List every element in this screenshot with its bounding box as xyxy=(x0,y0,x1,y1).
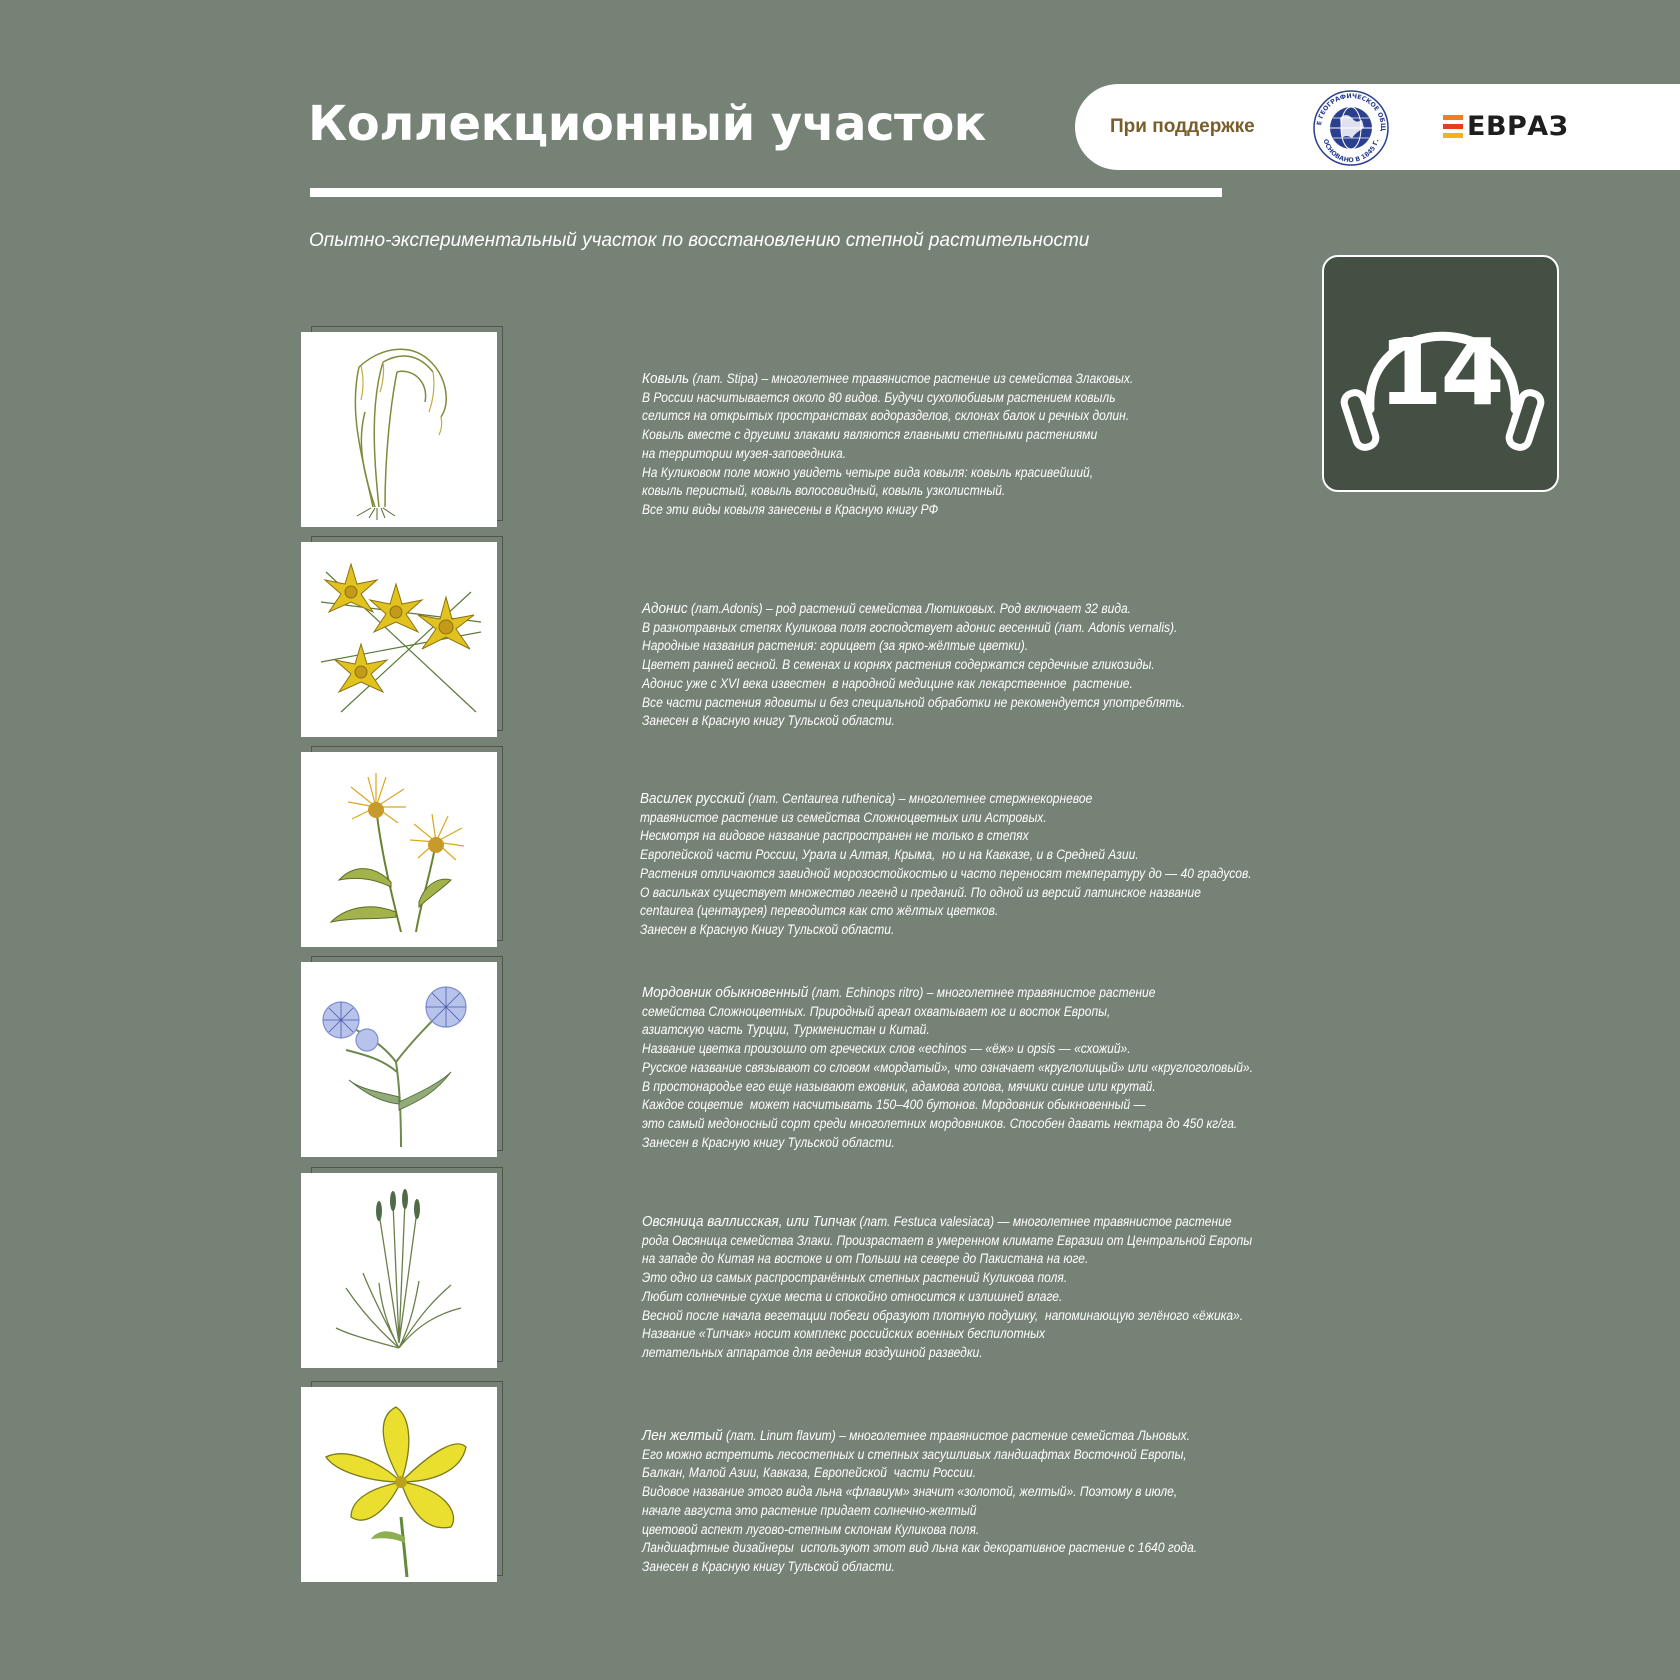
plant-text-line: Занесен в Красную книгу Тульской области. xyxy=(642,1134,895,1150)
plant-card-festuca xyxy=(301,1173,489,1368)
rgo-globe-logo xyxy=(1310,88,1392,168)
plant-text-line: Занесен в Красную книгу Тульской области. xyxy=(642,713,895,729)
plant-text-line: на западе до Китая на востоке и от Польши на севере до Пакистана на юге. xyxy=(642,1251,1089,1267)
plant-name: Ковыль xyxy=(642,370,690,387)
plant-text-line: Название «Типчак» носит комплекс российских военных беспилотных xyxy=(642,1326,1046,1342)
plant-latin-name: (лат.Adonis) xyxy=(687,601,763,616)
plant-card-centaurea xyxy=(301,752,489,947)
plant-text-line: цветовой аспект лугово-степным склонам Куликова поля. xyxy=(642,1521,980,1537)
linum-flavum-illustration xyxy=(301,1387,497,1582)
plant-text-line: – многолетнее травянистое растение из семейства Злаковых. xyxy=(758,371,1134,386)
plant-name: Овсяница валлисская, или Типчак xyxy=(642,1213,857,1230)
plant-text-line: В разнотравных степях Куликова поля господствует адонис весенний (лат. Adonis vernalis). xyxy=(642,619,1178,635)
plant-description-stipa xyxy=(642,370,1133,520)
plant-latin-name: (лат. Stipa) xyxy=(689,371,759,386)
plant-text-line: Несмотря на видовое название распространен не только в степях xyxy=(640,828,1029,844)
plant-text-line: – многолетнее стержнекорневое xyxy=(895,791,1093,806)
plant-text-line: Все эти виды ковыля занесены в Красную книгу РФ xyxy=(642,501,939,517)
sponsor-banner xyxy=(1075,84,1680,170)
plant-text-line: На Куликовом поле можно увидеть четыре вида ковыля: ковыль красивейший, xyxy=(642,464,1094,480)
rgo-logo-top-text: Е ГЕОГРАФИЧЕСКОЕ ОБЩ xyxy=(1316,92,1387,132)
plant-description-echinops xyxy=(642,984,1253,1152)
plant-text-line: Европейской части России, Урала и Алтая, Крыма, но и на Кавказе, и в Средней Азии. xyxy=(640,847,1139,863)
plant-card-stipa xyxy=(301,332,489,527)
plant-text-line: селится на открытых пространствах водоразделов, склонах балок и речных долин. xyxy=(642,408,1130,424)
stipa-grass-illustration xyxy=(301,332,497,527)
plant-text-line: это самый медоносный сорт среди многолетних мордовников. Способен давать нектара до 450 кг/га. xyxy=(642,1115,1238,1131)
plant-text-line: на территории музея-заповедника. xyxy=(642,445,847,461)
plant-text-line: Растения отличаются завидной морозостойкостью и часто переносят температуру до — 40 градусов. xyxy=(640,865,1252,881)
plant-text-line: – многолетнее травянистое растение семейства Льновых. xyxy=(835,1428,1190,1443)
plant-text-line: Видовое название этого вида льна «флавиум» значит «золотой, желтый». Поэтому в июле, xyxy=(642,1484,1178,1500)
festuca-valesiaca-illustration xyxy=(301,1173,497,1368)
plant-text-line: Балкан, Малой Азии, Кавказа, Европейской части России. xyxy=(642,1465,977,1481)
plant-text-line: летательных аппаратов для ведения воздушной разведки. xyxy=(642,1344,983,1360)
evraz-logo xyxy=(1443,112,1583,142)
plant-card-linum xyxy=(301,1387,489,1582)
plant-text-line: Русское название связывают со словом «мордатый», что означает «круглолицый» или «круглоголовый». xyxy=(642,1059,1253,1075)
plant-name: Адонис xyxy=(642,600,688,617)
plant-text-line: семейства Сложноцветных. Природный ареал охватывает юг и восток Европы, xyxy=(642,1003,1111,1019)
title-underline xyxy=(310,188,1222,197)
plant-description-festuca xyxy=(642,1213,1252,1363)
plant-text-line: Название цветка произошло от греческих слов «echinos — «ёж» и opsis — «схожий». xyxy=(642,1041,1131,1057)
plant-text-line: Занесен в Красную книгу Тульской области. xyxy=(642,1558,895,1574)
audio-guide-badge[interactable] xyxy=(1322,255,1559,492)
plant-text-line: – многолетнее травянистое растение xyxy=(923,985,1156,1000)
plant-text-line: Ландшафтные дизайнеры используют этот вид льна как декоративное растение с 1640 года. xyxy=(642,1540,1198,1556)
plant-text-line: Адонис уже с XVI века известен в народной медицине как лекарственное растение. xyxy=(642,675,1133,691)
plant-card-echinops xyxy=(301,962,489,1157)
plant-latin-name: (лат. Echinops ritro) xyxy=(808,985,924,1000)
plant-text-line: Народные названия растения: горицвет (за ярко-жёлтые цветки). xyxy=(642,638,1029,654)
plant-latin-name: (лат. Centaurea ruthenica) xyxy=(744,791,896,806)
plant-text-line: Каждое соцветие может насчитывать 150–400 бутонов. Мордовник обыкновенный — xyxy=(642,1097,1146,1113)
page-subtitle: Опытно-экспериментальный участок по восстановлению степной растительности xyxy=(309,230,1090,251)
adonis-flowers-illustration xyxy=(301,542,497,737)
plant-name: Мордовник обыкновенный xyxy=(642,984,809,1001)
plant-description-adonis xyxy=(642,600,1185,731)
plant-text-line: О васильках существует множество легенд и преданий. По одной из версий латинское название xyxy=(640,884,1201,900)
evraz-logo-text: ЕВРАЗ xyxy=(1467,111,1569,142)
plant-text-line: Его можно встретить лесостепных и степных засушливых ландшафтах Восточной Европы, xyxy=(642,1446,1187,1462)
plant-description-linum xyxy=(642,1427,1197,1577)
sponsor-label: При поддержке xyxy=(1110,116,1255,137)
plant-description-centaurea xyxy=(640,790,1252,940)
plant-text-line: — многолетнее травянистое растение xyxy=(994,1214,1232,1229)
plant-text-line: рода Овсяница семейства Злаки. Произрастает в умеренном климате Евразии от Центральной Европы xyxy=(642,1232,1253,1248)
plant-latin-name: (лат. Linum flavum) xyxy=(722,1428,836,1443)
plant-text-line: В простонародье его еще называют ежовник, адамова голова, мячики синие или крутай. xyxy=(642,1078,1156,1094)
plant-text-line: Цветет ранней весной. В семенах и корнях растения содержатся сердечные гликозиды. xyxy=(642,657,1155,673)
plant-text-line: В России насчитывается около 80 видов. Будучи сухолюбивым растением ковыль xyxy=(642,389,1116,405)
plant-text-line: Это одно из самых распространённых степных растений Куликова поля. xyxy=(642,1270,1068,1286)
plant-card-adonis xyxy=(301,542,489,737)
plant-text-line: ковыль перистый, ковыль волосовидный, ковыль узколистный. xyxy=(642,483,1006,499)
plant-latin-name: (лат. Festuca valesiaca) xyxy=(856,1214,995,1229)
plant-text-line: Ковыль вместе с другими злаками являются главными степными растениями xyxy=(642,427,1098,443)
plant-text-line: травянистое растение из семейства Сложноцветных или Астровых. xyxy=(640,809,1047,825)
plant-text-line: centaurea (центаурея) переводится как сто жёлтых цветков. xyxy=(640,903,999,919)
evraz-logo-bars xyxy=(1443,115,1463,139)
plant-name: Василек русский xyxy=(640,790,745,807)
plant-text-line: – род растений семейства Лютиковых. Род включает 32 вида. xyxy=(762,601,1132,616)
audio-guide-number: 14 xyxy=(1378,319,1503,426)
plant-text-line: Весной после начала вегетации побеги образуют плотную подушку, напоминающую зелёного «ёжика». xyxy=(642,1307,1244,1323)
plant-text-line: начале августа это растение придает солнечно-желтый xyxy=(642,1502,977,1518)
plant-text-line: азиатскую часть Турции, Туркменистан и Китай. xyxy=(642,1022,930,1038)
plant-text-line: Любит солнечные сухие места и спокойно относится к излишней влаге. xyxy=(642,1288,1063,1304)
centaurea-ruthenica-illustration xyxy=(301,752,497,947)
plant-text-line: Занесен в Красную Книгу Тульской области. xyxy=(640,921,895,937)
echinops-ritro-illustration xyxy=(301,962,497,1157)
plant-text-line: Все части растения ядовиты и без специальной обработки не рекомендуется употреблять. xyxy=(642,694,1186,710)
page-title: Коллекционный участок xyxy=(308,96,986,152)
plant-name: Лен желтый xyxy=(642,1427,723,1444)
rgo-logo-bottom-text: ОСНОВАНО В 1845 Г. xyxy=(1321,138,1381,165)
